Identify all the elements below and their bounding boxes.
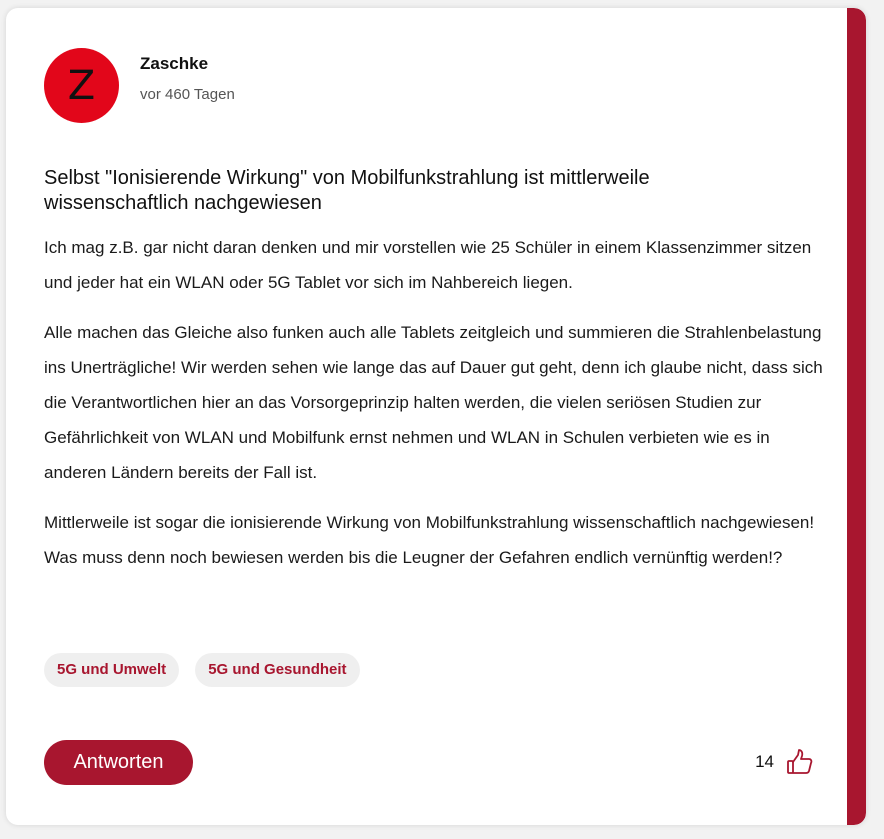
author-info xyxy=(140,54,235,103)
post-title: Selbst "Ionisierende Wirkung" von Mobilfunkstrahlung ist mittlerweile wissenschaftlich nachgewiesen xyxy=(44,167,650,214)
avatar-initial: Z xyxy=(67,62,96,109)
post-body xyxy=(44,230,824,590)
avatar[interactable] xyxy=(44,48,119,123)
tag-list xyxy=(44,653,360,687)
tag-5g-umwelt[interactable]: 5G und Umwelt xyxy=(44,653,179,687)
tag-5g-gesundheit[interactable]: 5G und Gesundheit xyxy=(195,653,359,687)
reply-button[interactable]: Antworten xyxy=(44,740,193,785)
post-paragraph: Alle machen das Gleiche also funken auch alle Tablets zeitgleich und summieren die Strahlenbelastung ins Unerträgliche! Wir werden sehen wie lange das auf Dauer gut geht, denn ich glaube nicht, dass sich die Verantwortlichen hier an das Vorsorgeprinzip halten werden, die vielen seriösen Studien zur Gefährlichkeit von WLAN und Mobilfunk ernst nehmen und WLAN in Schulen verbieten wie es in anderen Ländern bereits der Fall ist. xyxy=(44,323,823,482)
post-paragraph: Ich mag z.B. gar nicht daran denken und mir vorstellen wie 25 Schüler in einem Klassenzimmer sitzen und jeder hat ein WLAN oder 5G Tablet vor sich im Nahbereich liegen. xyxy=(44,238,812,292)
author-name[interactable]: Zaschke xyxy=(140,54,209,73)
comment-header xyxy=(44,48,235,123)
post-timestamp: vor 460 Tagen xyxy=(140,86,235,103)
like-count: 14 xyxy=(755,752,774,771)
card-accent-bar xyxy=(847,8,866,825)
comment-card xyxy=(6,8,866,825)
like-section xyxy=(755,748,814,776)
thumbs-up-icon[interactable] xyxy=(786,748,814,776)
post-paragraph: Mittlerweile ist sogar die ionisierende Wirkung von Mobilfunkstrahlung wissenschaftlich nachgewiesen! Was muss denn noch bewiesen werden bis die Leugner der Gefahren endlich vernünftig werden!? xyxy=(44,513,815,567)
